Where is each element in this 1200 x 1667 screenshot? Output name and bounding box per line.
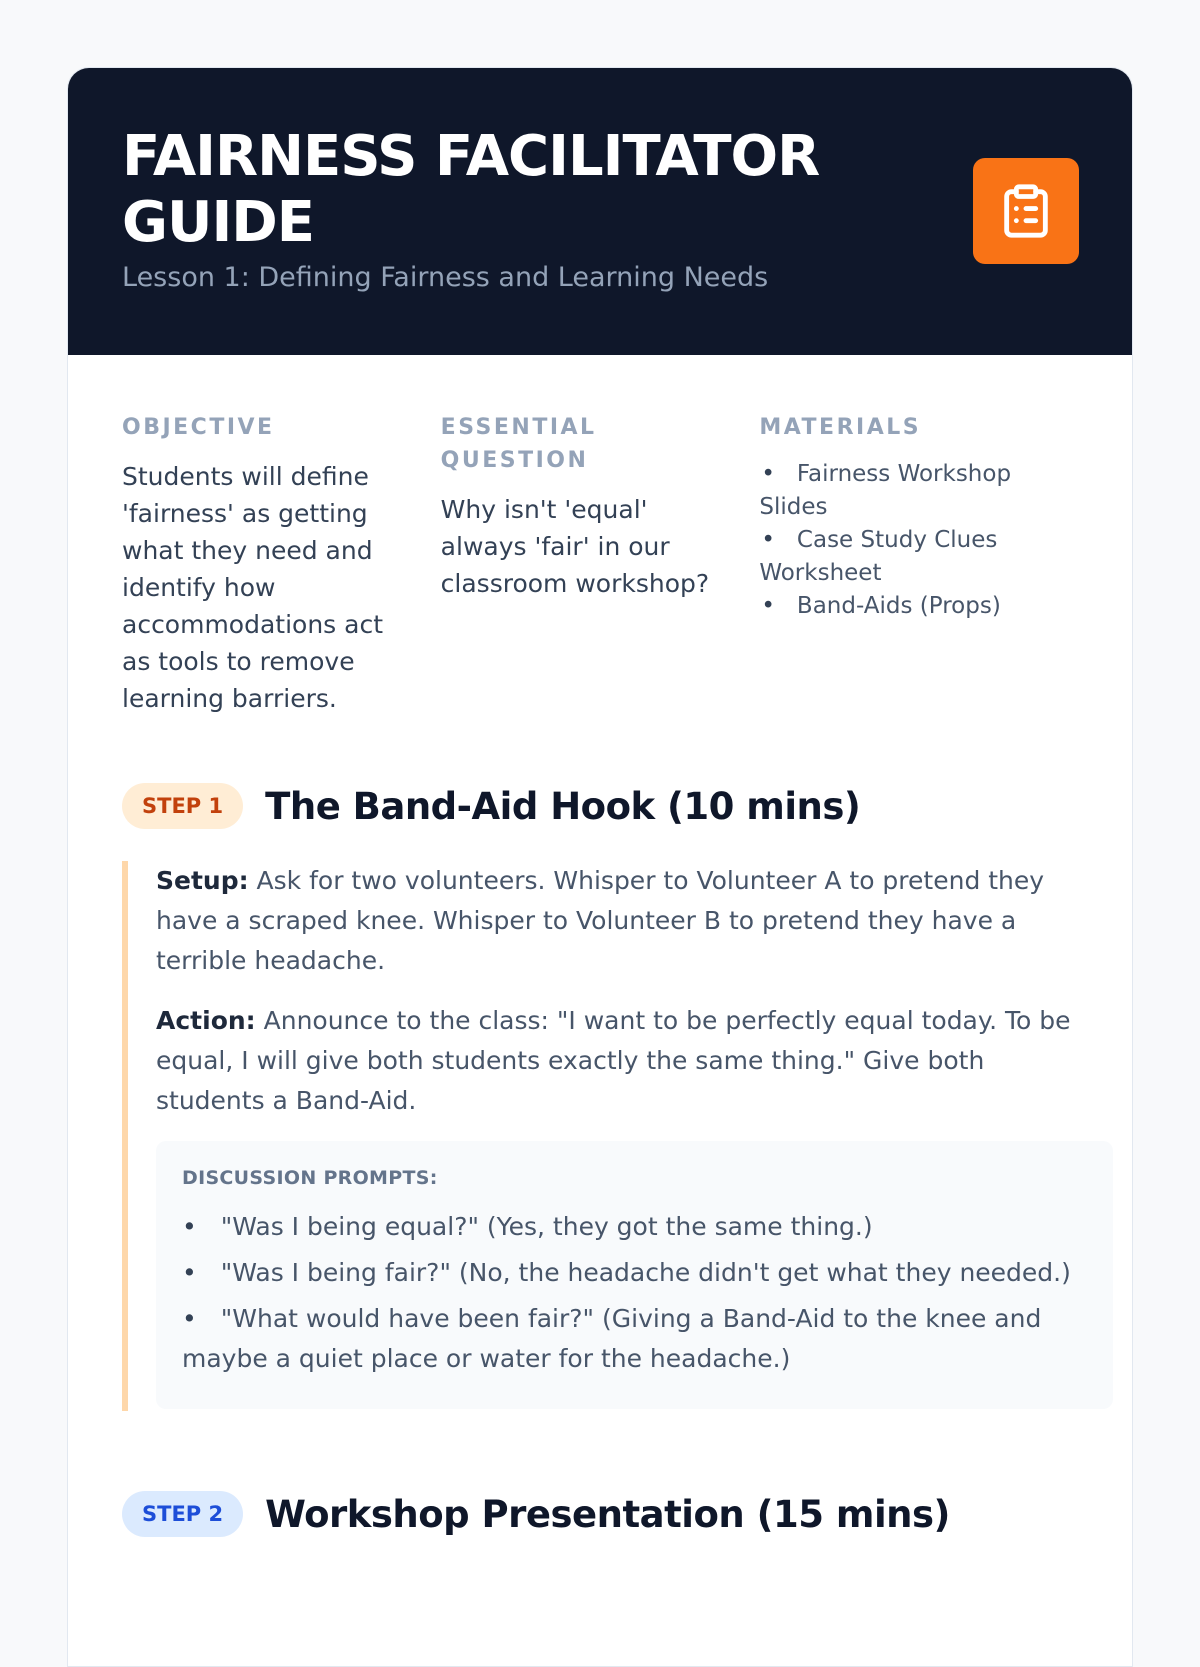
essential-question-text: Why isn't 'equal' always 'fair' in our classroom workshop? [440,495,710,598]
essential-question-section [441,411,760,783]
discussion-prompts-box [156,1141,1113,1409]
materials-list [759,458,1029,623]
setup-label: Setup: [156,866,249,895]
lesson-overview [68,355,1132,783]
list-item: • "Was I being fair?" (No, the headache didn't get what they needed.) [182,1253,1087,1293]
materials-section [759,411,1078,783]
materials-label: MATERIALS [759,415,922,440]
list-item: • Case Study Clues Worksheet [759,524,1029,590]
step-badge: STEP 1 [122,783,243,829]
clipboard-list-icon [973,158,1079,264]
step-1-body [122,861,1078,1411]
objective-section [122,411,441,783]
step-badge: STEP 2 [122,1491,243,1537]
step-2-heading [68,1491,1132,1537]
essential-question-label: ESSENTIAL QUESTION [440,415,597,473]
setup-paragraph [156,861,1076,981]
step-2-section [68,1491,1132,1537]
objective-text: Students will define 'fairness' as getting what they need and identify how accommodations act as tools to remove learning barriers. [122,462,384,713]
step-title: Workshop Presentation (15 mins) [265,1492,950,1536]
discussion-prompts-label: DISCUSSION PROMPTS: [182,1167,438,1189]
facilitator-guide-card [67,67,1133,1667]
list-item: • Band-Aids (Props) [759,590,1029,623]
action-label: Action: [156,1006,256,1035]
action-paragraph [156,1001,1076,1121]
step-1-section [68,783,1132,1411]
discussion-prompts-list [182,1207,1087,1379]
setup-text: Ask for two volunteers. Whisper to Volunteer A to pretend they have a scraped knee. Whisper to Volunteer B to pretend they have a terrible headache. [156,866,1045,975]
objective-label: OBJECTIVE [122,415,275,440]
lesson-subtitle: Lesson 1: Defining Fairness and Learning Needs [122,262,769,293]
page-title: FAIRNESS FACILITATOR GUIDE [122,124,820,255]
list-item: • "Was I being equal?" (Yes, they got the same thing.) [182,1207,1087,1247]
step-title: The Band-Aid Hook (10 mins) [265,784,861,828]
step-1-heading [68,783,1132,829]
guide-header [68,68,1132,355]
action-text: Announce to the class: "I want to be perfectly equal today. To be equal, I will give both students exactly the same thing." Give both students a Band-Aid. [156,1006,1071,1115]
list-item: • Fairness Workshop Slides [759,458,1029,524]
list-item: • "What would have been fair?" (Giving a Band-Aid to the knee and maybe a quiet place or water for the headache.) [182,1299,1087,1379]
